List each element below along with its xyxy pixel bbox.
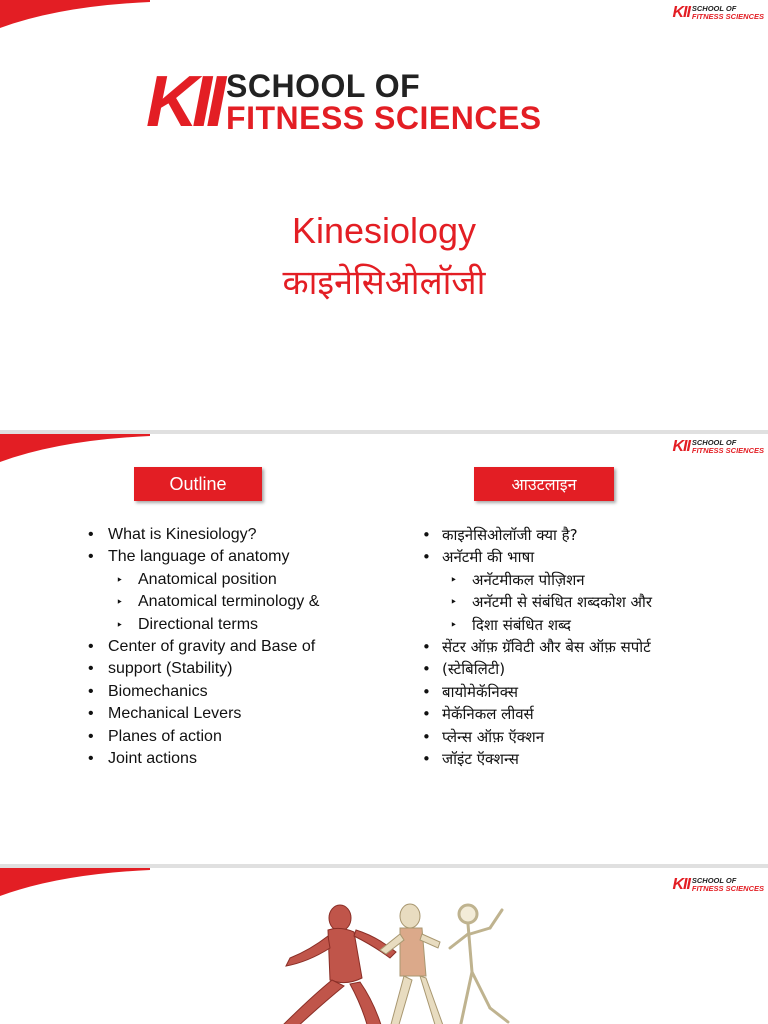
- logo-line1: SCHOOL OF: [691, 4, 737, 13]
- logo-mark: KII: [672, 4, 690, 21]
- corner-logo: [672, 438, 764, 456]
- outline-header-hindi: आउटलाइन: [474, 467, 614, 501]
- outline-hi-item: • काइनेसिओलॉजी क्या है?: [420, 524, 760, 546]
- logo-mark: KII: [672, 438, 690, 455]
- logo-line2: FITNESS SCIENCES: [691, 884, 764, 893]
- outline-list-english: [86, 524, 386, 770]
- outline-list-hindi: [420, 524, 760, 770]
- main-logo-line1: SCHOOL OF: [226, 68, 421, 104]
- main-logo-line2: FITNESS SCIENCES: [226, 100, 542, 136]
- slide-title-english: Kinesiology: [291, 210, 477, 251]
- corner-logo: [672, 876, 764, 894]
- logo-line1: SCHOOL OF: [691, 438, 737, 447]
- outline-en-item: ‣ Anatomical terminology &: [86, 591, 386, 613]
- title-slide: [0, 0, 768, 430]
- outline-hi-item: • बायोमेकॅनिक्स: [420, 681, 760, 703]
- outline-hi-item: • (स्टेबिलिटी): [420, 658, 760, 680]
- outline-en-item: ‣ Directional terms: [86, 614, 386, 636]
- outline-en-item: • Mechanical Levers: [86, 703, 386, 725]
- outline-hi-item: ‣ अनॅटमी से संबंधित शब्दकोश और: [420, 591, 760, 613]
- corner-logo: [672, 4, 764, 22]
- slide-title-hindi: काइनेसिओलॉजी: [282, 263, 486, 303]
- logo-mark: KII: [672, 876, 690, 893]
- outline-hi-item: • जॉइंट ऍक्शन्स: [420, 748, 760, 770]
- anatomy-slide: [0, 868, 768, 1024]
- outline-en-item: • Center of gravity and Base of: [86, 636, 386, 658]
- outline-header-english: Outline: [134, 467, 262, 501]
- outline-en-item: • Joint actions: [86, 748, 386, 770]
- outline-hi-item: • सेंटर ऑफ़ ग्रॅविटी और बेस ऑफ़ सपोर्ट: [420, 636, 760, 658]
- red-swoosh-decoration: [0, 868, 150, 898]
- main-logo: [146, 62, 542, 142]
- main-logo-mark: KII: [146, 62, 221, 142]
- outline-hi-item: • अनॅटमी की भाषा: [420, 546, 760, 568]
- outline-en-item: ‣ Anatomical position: [86, 569, 386, 591]
- running-anatomy-figure: [250, 888, 530, 1024]
- outline-en-item: • The language of anatomy: [86, 546, 386, 568]
- red-swoosh-decoration: [0, 0, 150, 30]
- outline-slide: [0, 434, 768, 864]
- outline-en-item: • Planes of action: [86, 726, 386, 748]
- logo-line2: FITNESS SCIENCES: [691, 12, 764, 21]
- outline-hi-item: ‣ दिशा संबंधित शब्द: [420, 614, 760, 636]
- outline-hi-item: • प्लेन्स ऑफ़ ऍक्शन: [420, 726, 760, 748]
- outline-hi-item: ‣ अनॅटमीकल पोज़िशन: [420, 569, 760, 591]
- red-swoosh-decoration: [0, 434, 150, 464]
- logo-line2: FITNESS SCIENCES: [691, 446, 764, 455]
- logo-line1: SCHOOL OF: [691, 876, 737, 885]
- outline-en-item: • Biomechanics: [86, 681, 386, 703]
- outline-en-item: • What is Kinesiology?: [86, 524, 386, 546]
- outline-hi-item: • मेकॅनिकल लीवर्स: [420, 703, 760, 725]
- outline-en-item: • support (Stability): [86, 658, 386, 680]
